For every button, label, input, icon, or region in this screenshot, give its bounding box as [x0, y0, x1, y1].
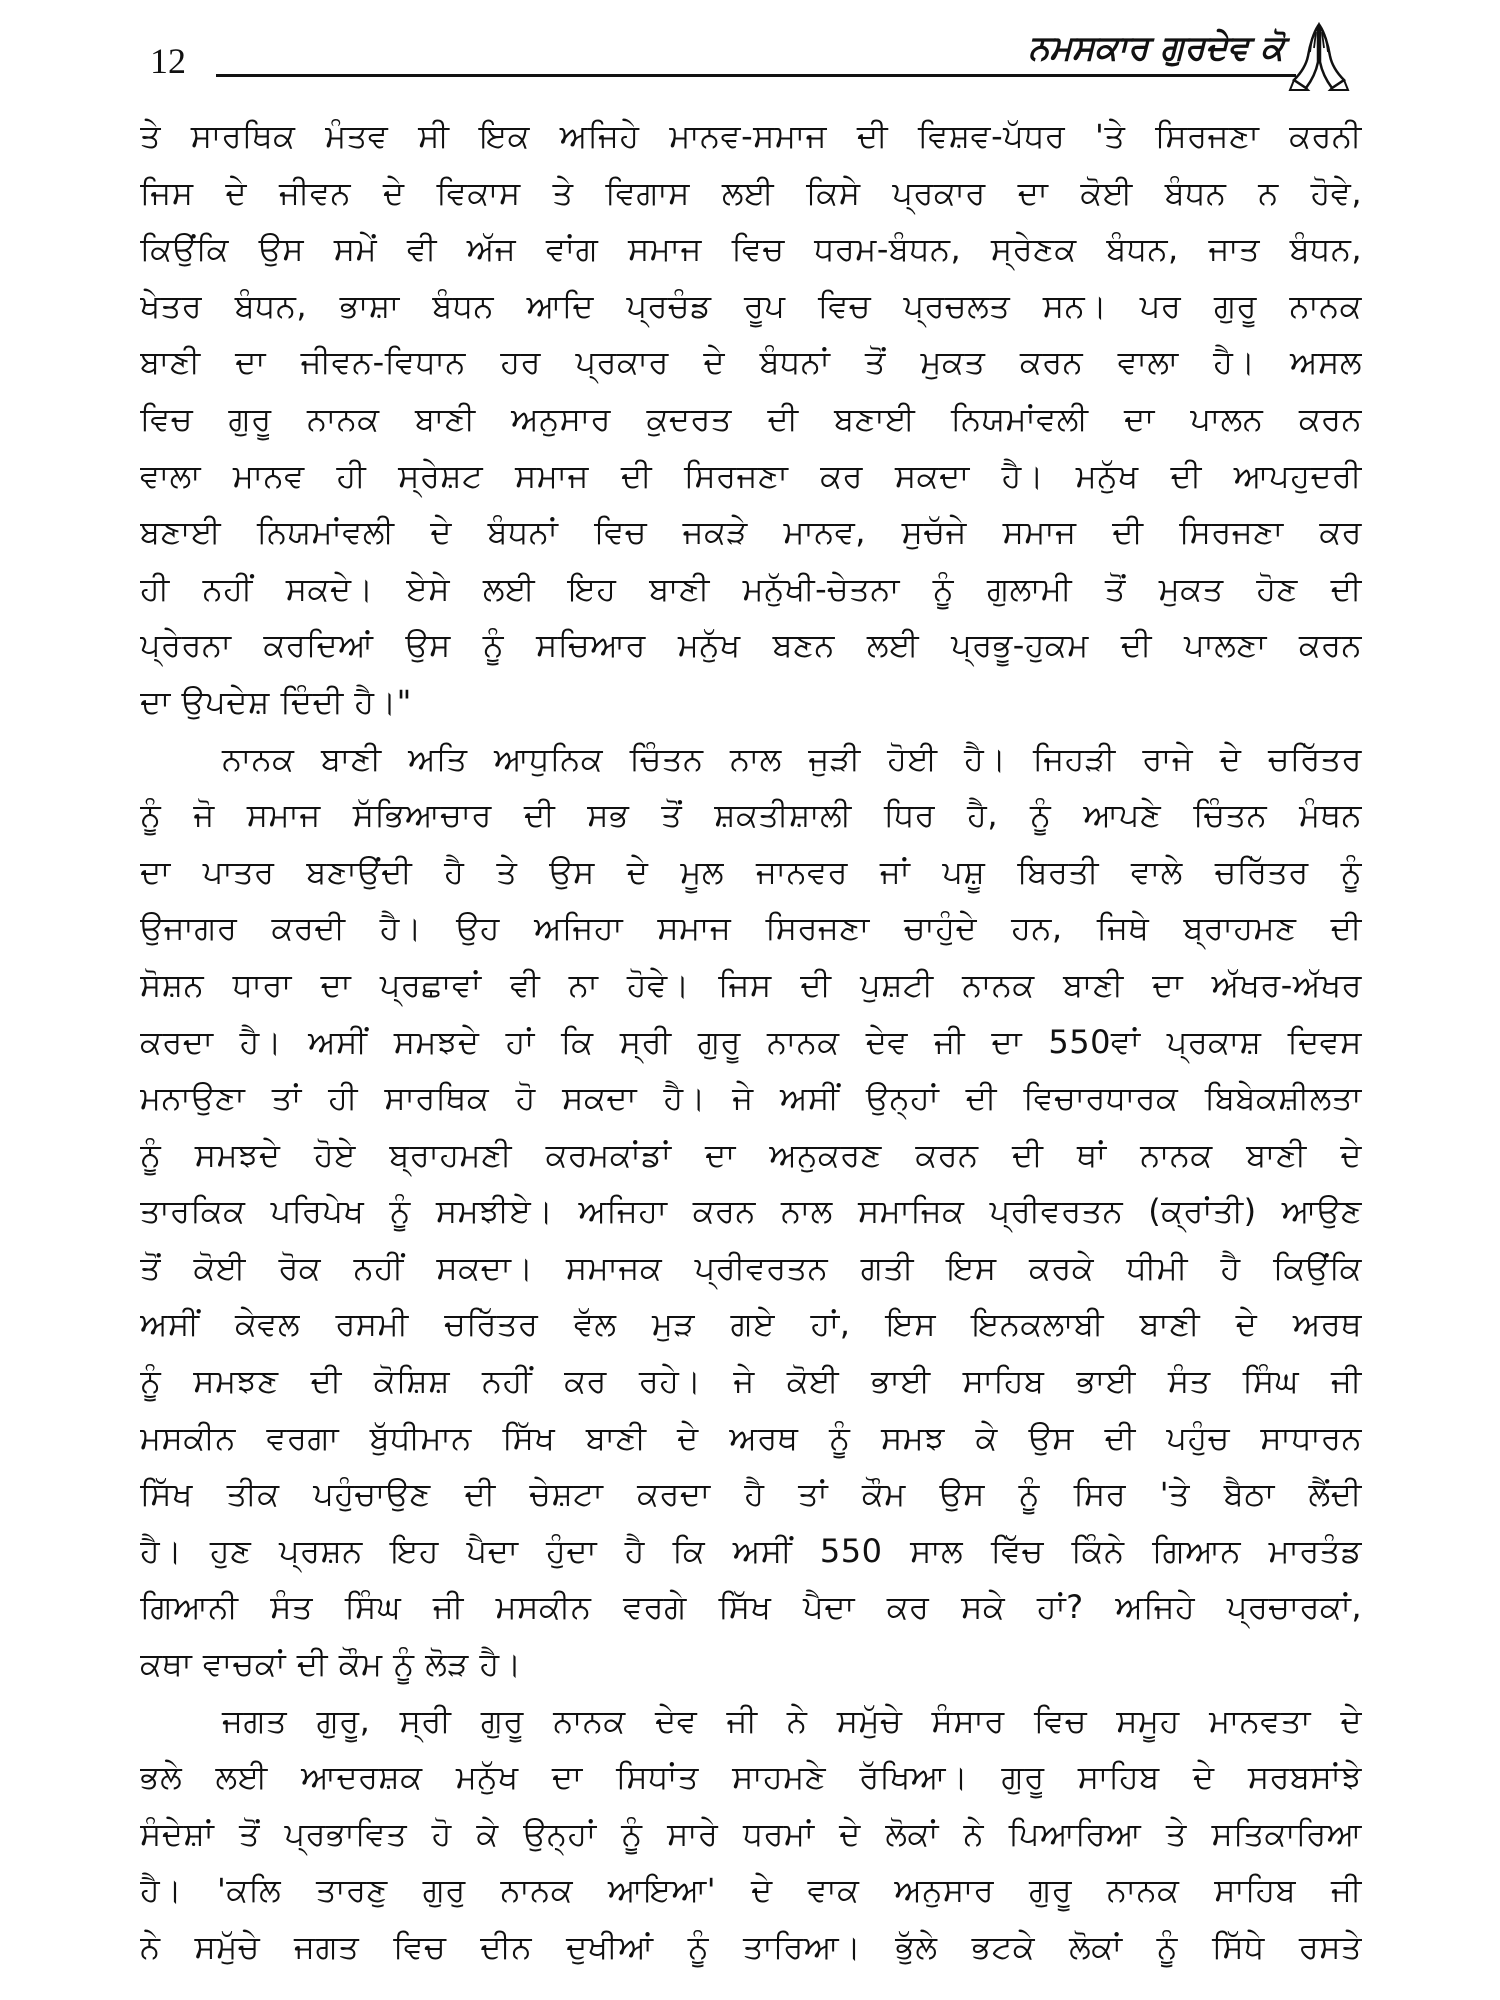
- text-line: ਪ੍ਰੇਰਨਾ ਕਰਦਿਆਂ ਉਸ ਨੂੰ ਸਚਿਆਰ ਮਨੁੱਖ ਬਣਨ ਲਈ ਪ੍ਰਭੂ-ਹੁਕਮ ਦੀ ਪਾਲਣਾ ਕਰਨ: [140, 626, 1362, 665]
- text-line: ਦਾ ਉਪਦੇਸ਼ ਦਿੰਦੀ ਹੈ।": [140, 682, 412, 721]
- text-line: ਕਥਾ ਵਾਚਕਾਂ ਦੀ ਕੌਮ ਨੂੰ ਲੋੜ ਹੈ।: [140, 1645, 522, 1684]
- text-line: ਖੇਤਰ ਬੰਧਨ, ਭਾਸ਼ਾ ਬੰਧਨ ਆਦਿ ਪ੍ਰਚੰਡ ਰੂਪ ਵਿਚ ਪ੍ਰਚਲਤ ਸਨ। ਪਰ ਗੁਰੂ ਨਾਨਕ: [140, 286, 1362, 325]
- text-line: ਉਜਾਗਰ ਕਰਦੀ ਹੈ। ਉਹ ਅਜਿਹਾ ਸਮਾਜ ਸਿਰਜਣਾ ਚਾਹੁੰਦੇ ਹਨ, ਜਿਥੇ ਬ੍ਰਾਹਮਣ ਦੀ: [140, 909, 1362, 948]
- text-line: ਵਿਚ ਗੁਰੂ ਨਾਨਕ ਬਾਣੀ ਅਨੁਸਾਰ ਕੁਦਰਤ ਦੀ ਬਣਾਈ ਨਿਯਮਾਂਵਲੀ ਦਾ ਪਾਲਨ ਕਰਨ: [140, 399, 1362, 438]
- text-line: ਭਲੇ ਲਈ ਆਦਰਸ਼ਕ ਮਨੁੱਖ ਦਾ ਸਿਧਾਂਤ ਸਾਹਮਣੇ ਰੱਖਿਆ। ਗੁਰੂ ਸਾਹਿਬ ਦੇ ਸਰਬਸਾਂਝੇ: [140, 1758, 1362, 1797]
- text-line: ਤਾਰਕਿਕ ਪਰਿਪੇਖ ਨੂੰ ਸਮਝੀਏ। ਅਜਿਹਾ ਕਰਨ ਨਾਲ ਸਮਾਜਿਕ ਪ੍ਰੀਵਰਤਨ (ਕ੍ਰਾਂਤੀ) ਆਉਣ: [140, 1192, 1362, 1231]
- text-line: ਬਣਾਈ ਨਿਯਮਾਂਵਲੀ ਦੇ ਬੰਧਨਾਂ ਵਿਚ ਜਕੜੇ ਮਾਨਵ, ਸੁਚੱਜੇ ਸਮਾਜ ਦੀ ਸਿਰਜਣਾ ਕਰ: [140, 513, 1362, 552]
- page-number: 12: [150, 41, 186, 81]
- text-line: ਨੂੰ ਸਮਝਣ ਦੀ ਕੋਸ਼ਿਸ਼ ਨਹੀਂ ਕਰ ਰਹੇ। ਜੇ ਕੋਈ ਭਾਈ ਸਾਹਿਬ ਭਾਈ ਸੰਤ ਸਿੰਘ ਜੀ: [140, 1362, 1362, 1401]
- text-line: ਕਿਉਂਕਿ ਉਸ ਸਮੇਂ ਵੀ ਅੱਜ ਵਾਂਗ ਸਮਾਜ ਵਿਚ ਧਰਮ-ਬੰਧਨ, ਸ੍ਰੇਣਕ ਬੰਧਨ, ਜਾਤ ਬੰਧਨ,: [140, 230, 1362, 269]
- text-line: ਅਸੀਂ ਕੇਵਲ ਰਸਮੀ ਚਰਿੱਤਰ ਵੱਲ ਮੁੜ ਗਏ ਹਾਂ, ਇਸ ਇਨਕਲਾਬੀ ਬਾਣੀ ਦੇ ਅਰਥ: [140, 1305, 1362, 1344]
- text-line: ਨਾਨਕ ਬਾਣੀ ਅਤਿ ਆਧੁਨਿਕ ਚਿੰਤਨ ਨਾਲ ਜੁੜੀ ਹੋਈ ਹੈ। ਜਿਹੜੀ ਰਾਜੇ ਦੇ ਚਰਿੱਤਰ: [222, 739, 1362, 778]
- praying-hands-icon: [1288, 22, 1350, 92]
- text-line: ਦਾ ਪਾਤਰ ਬਣਾਉਂਦੀ ਹੈ ਤੇ ਉਸ ਦੇ ਮੂਲ ਜਾਨਵਰ ਜਾਂ ਪਸ਼ੂ ਬਿਰਤੀ ਵਾਲੇ ਚਰਿੱਤਰ ਨੂੰ: [140, 852, 1362, 891]
- text-line: ਹੀ ਨਹੀਂ ਸਕਦੇ। ਏਸੇ ਲਈ ਇਹ ਬਾਣੀ ਮਨੁੱਖੀ-ਚੇਤਨਾ ਨੂੰ ਗੁਲਾਮੀ ਤੋਂ ਮੁਕਤ ਹੋਣ ਦੀ: [140, 569, 1362, 608]
- running-title: ਨਮਸਕਾਰ ਗੁਰਦੇਵ ਕੋ: [1028, 28, 1284, 68]
- text-line: ਸੋਸ਼ਨ ਧਾਰਾ ਦਾ ਪ੍ਰਛਾਵਾਂ ਵੀ ਨਾ ਹੋਵੇ। ਜਿਸ ਦੀ ਪੁਸ਼ਟੀ ਨਾਨਕ ਬਾਣੀ ਦਾ ਅੱਖਰ-ਅੱਖਰ: [140, 965, 1362, 1004]
- text-line: ਬਾਣੀ ਦਾ ਜੀਵਨ-ਵਿਧਾਨ ਹਰ ਪ੍ਰਕਾਰ ਦੇ ਬੰਧਨਾਂ ਤੋਂ ਮੁਕਤ ਕਰਨ ਵਾਲਾ ਹੈ। ਅਸਲ: [140, 343, 1362, 382]
- text-line: ਗਿਆਨੀ ਸੰਤ ਸਿੰਘ ਜੀ ਮਸਕੀਨ ਵਰਗੇ ਸਿੱਖ ਪੈਦਾ ਕਰ ਸਕੇ ਹਾਂ? ਅਜਿਹੇ ਪ੍ਰਚਾਰਕਾਂ,: [140, 1588, 1362, 1627]
- text-line: ਵਾਲਾ ਮਾਨਵ ਹੀ ਸ੍ਰੇਸ਼ਟ ਸਮਾਜ ਦੀ ਸਿਰਜਣਾ ਕਰ ਸਕਦਾ ਹੈ। ਮਨੁੱਖ ਦੀ ਆਪਹੁਦਰੀ: [140, 456, 1362, 495]
- text-line: ਸਿੱਖ ਤੀਕ ਪਹੁੰਚਾਉਣ ਦੀ ਚੇਸ਼ਟਾ ਕਰਦਾ ਹੈ ਤਾਂ ਕੌਮ ਉਸ ਨੂੰ ਸਿਰ 'ਤੇ ਬੈਠਾ ਲੈਂਦੀ: [140, 1475, 1362, 1514]
- body-text: [140, 108, 1362, 1976]
- text-line: ਨੇ ਸਮੁੱਚੇ ਜਗਤ ਵਿਚ ਦੀਨ ਦੁਖੀਆਂ ਨੂੰ ਤਾਰਿਆ। ਭੁੱਲੇ ਭਟਕੇ ਲੋਕਾਂ ਨੂੰ ਸਿੱਧੇ ਰਸਤੇ: [140, 1928, 1362, 1966]
- text-line: ਜਿਸ ਦੇ ਜੀਵਨ ਦੇ ਵਿਕਾਸ ਤੇ ਵਿਗਾਸ ਲਈ ਕਿਸੇ ਪ੍ਰਕਾਰ ਦਾ ਕੋਈ ਬੰਧਨ ਨ ਹੋਵੇ,: [140, 173, 1362, 212]
- text-line: ਜਗਤ ਗੁਰੂ, ਸ੍ਰੀ ਗੁਰੂ ਨਾਨਕ ਦੇਵ ਜੀ ਨੇ ਸਮੁੱਚੇ ਸੰਸਾਰ ਵਿਚ ਸਮੂਹ ਮਾਨਵਤਾ ਦੇ: [222, 1701, 1362, 1740]
- text-line: ਤੇ ਸਾਰਥਿਕ ਮੰਤਵ ਸੀ ਇਕ ਅਜਿਹੇ ਮਾਨਵ-ਸਮਾਜ ਦੀ ਵਿਸ਼ਵ-ਪੱਧਰ 'ਤੇ ਸਿਰਜਣਾ ਕਰਨੀ: [140, 117, 1362, 155]
- text-line: ਮਸਕੀਨ ਵਰਗਾ ਬੁੱਧੀਮਾਨ ਸਿੱਖ ਬਾਣੀ ਦੇ ਅਰਥ ਨੂੰ ਸਮਝ ਕੇ ਉਸ ਦੀ ਪਹੁੰਚ ਸਾਧਾਰਨ: [140, 1418, 1362, 1457]
- text-line: ਕਰਦਾ ਹੈ। ਅਸੀਂ ਸਮਝਦੇ ਹਾਂ ਕਿ ਸ੍ਰੀ ਗੁਰੂ ਨਾਨਕ ਦੇਵ ਜੀ ਦਾ 550ਵਾਂ ਪ੍ਰਕਾਸ਼ ਦਿਵਸ: [140, 1022, 1362, 1061]
- text-line: ਮਨਾਉਣਾ ਤਾਂ ਹੀ ਸਾਰਥਿਕ ਹੋ ਸਕਦਾ ਹੈ। ਜੇ ਅਸੀਂ ਉਨ੍ਹਾਂ ਦੀ ਵਿਚਾਰਧਾਰਕ ਬਿਬੇਕਸ਼ੀਲਤਾ: [140, 1079, 1362, 1118]
- text-line: ਨੂੰ ਸਮਝਦੇ ਹੋਏ ਬ੍ਰਾਹਮਣੀ ਕਰਮਕਾਂਡਾਂ ਦਾ ਅਨੁਕਰਣ ਕਰਨ ਦੀ ਥਾਂ ਨਾਨਕ ਬਾਣੀ ਦੇ: [140, 1135, 1362, 1174]
- text-line: ਤੋਂ ਕੋਈ ਰੋਕ ਨਹੀਂ ਸਕਦਾ। ਸਮਾਜਕ ਪ੍ਰੀਵਰਤਨ ਗਤੀ ਇਸ ਕਰਕੇ ਧੀਮੀ ਹੈ ਕਿਉਂਕਿ: [140, 1248, 1362, 1287]
- text-line: ਹੈ। 'ਕਲਿ ਤਾਰਣੁ ਗੁਰੁ ਨਾਨਕ ਆਇਆ' ਦੇ ਵਾਕ ਅਨੁਸਾਰ ਗੁਰੂ ਨਾਨਕ ਸਾਹਿਬ ਜੀ: [140, 1871, 1362, 1910]
- page-header: [150, 28, 1350, 98]
- text-line: ਹੈ। ਹੁਣ ਪ੍ਰਸ਼ਨ ਇਹ ਪੈਦਾ ਹੁੰਦਾ ਹੈ ਕਿ ਅਸੀਂ 550 ਸਾਲ ਵਿੱਚ ਕਿੰਨੇ ਗਿਆਨ ਮਾਰਤੰਡ: [140, 1531, 1362, 1570]
- text-line: ਸੰਦੇਸ਼ਾਂ ਤੋਂ ਪ੍ਰਭਾਵਿਤ ਹੋ ਕੇ ਉਨ੍ਹਾਂ ਨੂੰ ਸਾਰੇ ਧਰਮਾਂ ਦੇ ਲੋਕਾਂ ਨੇ ਪਿਆਰਿਆ ਤੇ ਸਤਿਕਾਰਿਆ: [140, 1814, 1362, 1853]
- header-rule: [216, 74, 1296, 77]
- text-line: ਨੂੰ ਜੋ ਸਮਾਜ ਸੱਭਿਆਚਾਰ ਦੀ ਸਭ ਤੋਂ ਸ਼ਕਤੀਸ਼ਾਲੀ ਧਿਰ ਹੈ, ਨੂੰ ਆਪਣੇ ਚਿੰਤਨ ਮੰਥਨ: [140, 796, 1362, 835]
